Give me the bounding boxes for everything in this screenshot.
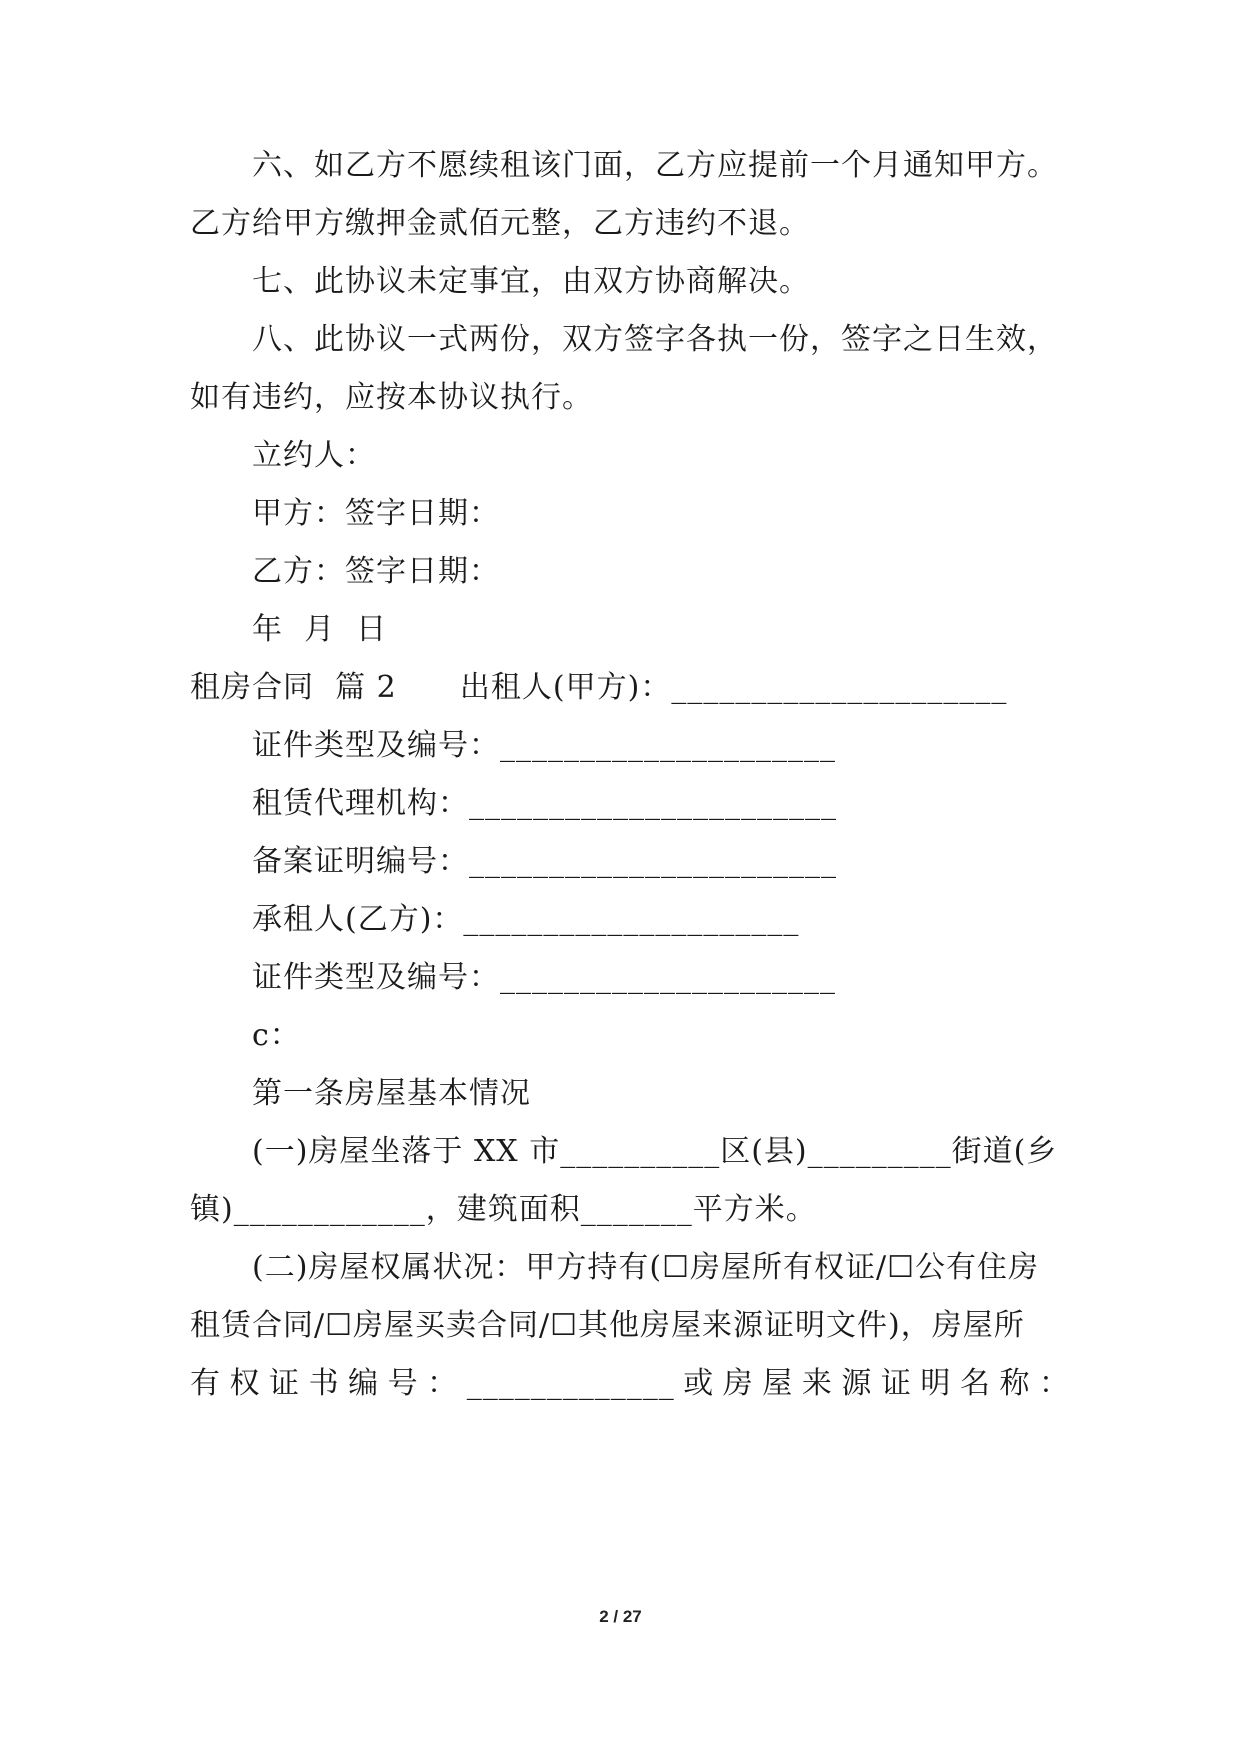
- ownership-line-2: 租赁合同/☐房屋买卖合同/☐其他房屋来源证明文件)，房屋所: [190, 1308, 1025, 1343]
- clause-six-line-2: 乙方给甲方缴押金贰佰元整，乙方违约不退。: [190, 206, 810, 241]
- party-b-signature: 乙方：签字日期：: [252, 554, 500, 589]
- lessee-id-field: 证件类型及编号：_____________________: [252, 960, 836, 995]
- article-one-title: 第一条房屋基本情况: [252, 1076, 531, 1111]
- page-number: 2 / 27: [599, 1607, 642, 1626]
- c-label: c：: [252, 1018, 301, 1053]
- clause-six-line-1: 六、如乙方不愿续租该门面，乙方应提前一个月通知甲方。: [252, 148, 1058, 183]
- lessee-field: 承租人(乙方)：_____________________: [252, 902, 800, 937]
- agency-field: 租赁代理机构：_______________________: [252, 786, 837, 821]
- signatory-label: 立约人：: [252, 438, 376, 473]
- ownership-line-1: (二)房屋权属状况：甲方持有(☐房屋所有权证/☐公有住房: [252, 1250, 1040, 1285]
- party-a-signature: 甲方：签字日期：: [252, 496, 500, 531]
- clause-eight-line-1: 八、此协议一式两份，双方签字各执一份，签字之日生效，: [252, 322, 1058, 357]
- filing-number-field: 备案证明编号：_______________________: [252, 844, 837, 879]
- clause-seven: 七、此协议未定事宜，由双方协商解决。: [252, 264, 810, 299]
- contract-heading-lessor: 租房合同 篇 2 出租人(甲方)：_____________________: [190, 670, 1008, 705]
- ownership-line-3: 有权证书编号：_____________或房屋来源证明名称：: [190, 1366, 1070, 1401]
- location-line-2: 镇)____________，建筑面积_______平方米。: [190, 1192, 817, 1227]
- location-line-1: (一)房屋坐落于 XX 市__________区(县)_________街道(乡: [252, 1134, 1058, 1169]
- clause-eight-line-2: 如有违约，应按本协议执行。: [190, 380, 593, 415]
- date-line: 年 月 日: [252, 612, 388, 647]
- lessor-id-field: 证件类型及编号：_____________________: [252, 728, 836, 763]
